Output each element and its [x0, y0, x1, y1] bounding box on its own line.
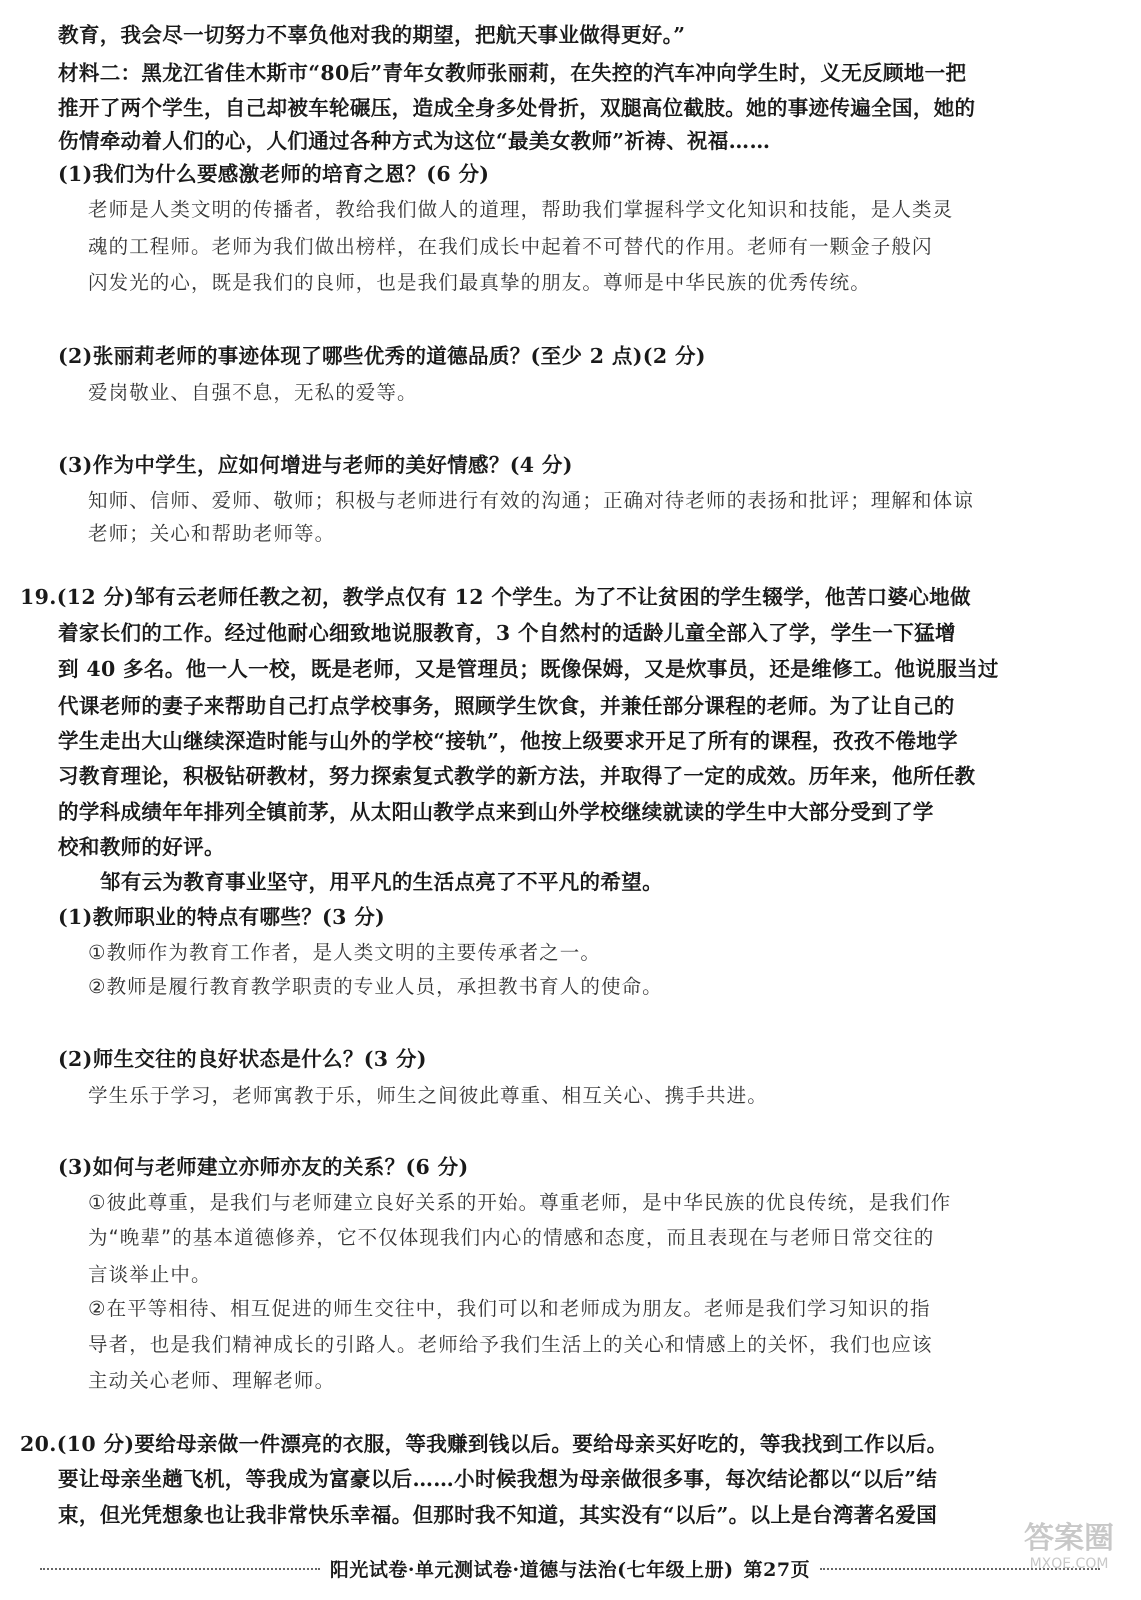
watermark-text: 答案圈	[1024, 1521, 1114, 1556]
question-line: (2)师生交往的良好状态是什么？(3 分)	[58, 1047, 427, 1071]
answer-line: 学生乐于学习，老师寓教于乐，师生之间彼此尊重、相互关心、携手共进。	[88, 1084, 768, 1107]
answer-line: 为“晚辈”的基本道德修养，它不仅体现我们内心的情感和态度，而且表现在与老师日常交往的	[88, 1226, 935, 1249]
answer-line: 言谈举止中。	[88, 1263, 212, 1286]
question-line: 要让母亲坐趟飞机，等我成为富豪以后……小时候我想为母亲做很多事，每次结论都以“以后”结	[58, 1467, 938, 1491]
question-line: (1)教师职业的特点有哪些？(3 分)	[58, 905, 386, 929]
answer-line: 魂的工程师。老师为我们做出榜样，在我们成长中起着不可替代的作用。老师有一颗金子般闪	[88, 235, 933, 258]
question-line: 着家长们的工作。经过他耐心细致地说服教育，3 个自然村的适龄儿童全部入了学，学生一下猛增	[58, 621, 956, 645]
question-line: 到 40 多名。他一人一校，既是老师，又是管理员；既像保姆，又是炊事员，还是维修工。他说服当过	[58, 657, 999, 681]
answer-line: 导者，也是我们精神成长的引路人。老师给予我们生活上的关心和情感上的关怀，我们也应该	[88, 1333, 933, 1356]
answer-line: ①彼此尊重，是我们与老师建立良好关系的开始。尊重老师，是中华民族的优良传统，是我们作	[88, 1191, 952, 1214]
question-line: 材料二：黑龙江省佳木斯市“80后”青年女教师张丽莉，在失控的汽车冲向学生时，义无反顾地一把	[58, 61, 967, 85]
question-line: 代课老师的妻子来帮助自己打点学校事务，照顾学生饮食，并兼任部分课程的老师。为了让自己的	[58, 694, 955, 718]
footer-title: 阳光试卷·单元测试卷·道德与法治(七年级上册)	[329, 1559, 734, 1581]
question-line: 的学科成绩年年排列全镇前茅，从太阳山教学点来到山外学校继续就读的学生中大部分受到了学	[58, 800, 934, 824]
question-line: 学生走出大山继续深造时能与山外的学校“接轨”，他按上级要求开足了所有的课程，孜孜不倦地学	[58, 729, 958, 753]
question-line: 束，但光凭想象也让我非常快乐幸福。但那时我不知道，其实没有“以后”。以上是台湾著名爱国	[58, 1503, 938, 1527]
footer-page-number: 第27页	[743, 1559, 811, 1581]
question-line: 校和教师的好评。	[58, 835, 225, 859]
question-line: 推开了两个学生，自己却被车轮碾压，造成全身多处骨折，双腿高位截肢。她的事迹传遍全国，她的	[58, 96, 976, 120]
question-line: (2)张丽莉老师的事迹体现了哪些优秀的道德品质？(至少 2 点)(2 分)	[58, 344, 706, 368]
question-line: 20.(10 分)要给母亲做一件漂亮的衣服，等我赚到钱以后。要给母亲买好吃的，等我找到工作以后。	[20, 1432, 948, 1456]
answer-line: 爱岗敬业、自强不息，无私的爱等。	[88, 381, 418, 404]
watermark-url: MXQE.COM	[1029, 1556, 1109, 1572]
question-line: (3)作为中学生，应如何增进与老师的美好情感？(4 分)	[58, 453, 573, 477]
question-line: 教育，我会尽一切努力不辜负他对我的期望，把航天事业做得更好。”	[58, 23, 686, 47]
question-line: (3)如何与老师建立亦师亦友的关系？(6 分)	[58, 1155, 469, 1179]
answer-line: 知师、信师、爱师、敬师；积极与老师进行有效的沟通；正确对待老师的表扬和批评；理解和体谅	[88, 489, 974, 512]
page-footer	[40, 1555, 1100, 1582]
answer-line: 老师；关心和帮助老师等。	[88, 522, 336, 545]
answer-line: ①教师作为教育工作者，是人类文明的主要传承者之一。	[88, 941, 601, 964]
question-line: 邹有云为教育事业坚守，用平凡的生活点亮了不平凡的希望。	[100, 870, 663, 894]
question-line: 19.(12 分)邹有云老师任教之初，教学点仅有 12 个学生。为了不让贫困的学生辍学，他苦口婆心地做	[20, 585, 971, 609]
answer-line: 主动关心老师、理解老师。	[88, 1369, 336, 1392]
question-line: 习教育理论，积极钻研教材，努力探索复式教学的新方法，并取得了一定的成效。历年来，他所任教	[58, 764, 976, 788]
question-line: 伤情牵动着人们的心，人们通过各种方式为这位“最美女教师”祈祷、祝福……	[58, 129, 771, 153]
answer-line: ②教师是履行教育教学职责的专业人员，承担教书育人的使命。	[88, 975, 663, 998]
watermark-logo	[1009, 1522, 1129, 1592]
answer-line: ②在平等相待、相互促进的师生交往中，我们可以和老师成为朋友。老师是我们学习知识的指	[88, 1297, 931, 1320]
answer-line: 老师是人类文明的传播者，教给我们做人的道理，帮助我们掌握科学文化知识和技能，是人类灵	[88, 198, 954, 221]
question-line: (1)我们为什么要感激老师的培育之恩？(6 分)	[58, 162, 490, 186]
footer-rule-left	[40, 1568, 320, 1570]
answer-line: 闪发光的心，既是我们的良师，也是我们最真挚的朋友。尊师是中华民族的优秀传统。	[88, 271, 871, 294]
